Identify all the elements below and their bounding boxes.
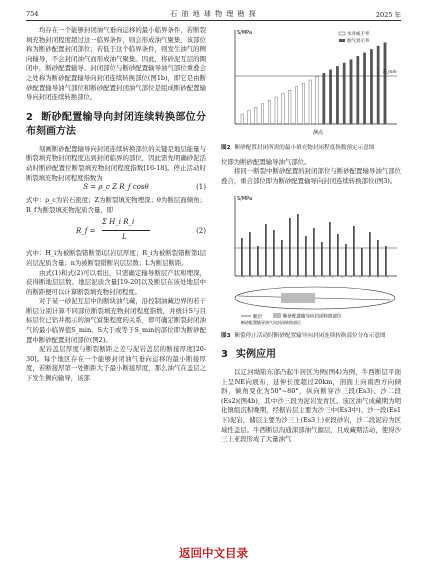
bar: [281, 240, 283, 276]
legend-oil-label: 油气显示井: [347, 39, 370, 44]
section-number: 3: [221, 348, 228, 360]
figure-2-chart: [221, 26, 401, 138]
paragraph: 式中：H_i为被断裂错断第i层岩层厚度；R_i为被断裂错断第i层岩层泥质含量；n为被断裂错断岩层层数；L为断层断距。: [26, 249, 206, 267]
bar: [255, 107, 257, 124]
figure-3-caption: [221, 332, 401, 340]
paragraph: 式中：ρ_c为岩石密度；Z为断裂填充物埋深；θ为断层面倾角；R_f为断裂填充物泥质含量，即: [26, 196, 206, 214]
bar: [275, 97, 277, 124]
bar: [363, 53, 365, 124]
bar: [248, 111, 250, 124]
section-title: 实例应用: [235, 348, 276, 360]
legend-fault-label: 断层: [253, 315, 262, 321]
bar: [370, 49, 372, 124]
legend-zone-label: 断砂配置输导向封闭转换部位: [283, 314, 342, 320]
legend-water-label: 水井或干井: [347, 32, 370, 37]
bar: [282, 94, 284, 124]
bar: [273, 230, 275, 276]
legend-zone-swatch: [273, 313, 281, 318]
equation-number: (2): [196, 227, 206, 236]
y-axis-label: S/MPa: [237, 196, 253, 203]
bar: [343, 63, 345, 124]
right-column: [221, 26, 401, 445]
left-column: [26, 26, 206, 384]
section-heading: [221, 348, 401, 362]
section-heading: [26, 111, 206, 139]
bar: [289, 218, 291, 276]
bar: [337, 234, 339, 276]
bar: [241, 238, 243, 276]
smin-label: S_min: [383, 70, 397, 75]
paragraph: 刻画断砂配置输导向封闭连续转换部位的关键是地层能量与断裂填充物封闭程度达到封闭临界的部位，因此需先明确砂泥活动时断砂配置位断裂填充物封闭程度指数[16-18]。停止活动时断裂填充物封闭程度指数为: [26, 144, 206, 182]
section-title: 断砂配置输导向封闭连续转换部位分布刻画方法: [26, 111, 206, 137]
bar: [357, 56, 359, 124]
issue-year: 2025 年: [375, 11, 401, 19]
paragraph: 位即为断砂配置输导油气部位。: [221, 157, 311, 166]
bar: [329, 70, 331, 124]
caption-label: 图3: [221, 332, 231, 339]
figure-2: [221, 26, 401, 152]
bar: [323, 73, 325, 124]
caption-text: 断砂配置封闭所需的最小填充物封闭程度指数预定示意图: [234, 144, 375, 151]
bar: [305, 236, 307, 276]
bar: [241, 114, 243, 124]
bar: [295, 87, 297, 124]
equation-lhs: R_f =: [76, 227, 96, 236]
fraction-bar: [102, 230, 150, 231]
bar: [377, 46, 379, 124]
figure-2-bars: [241, 43, 386, 124]
paragraph: 以辽河坳陷东部凸起牛居区为例(图4)为例，牛西断层平面上呈NE向展布，延伸长度超过20km，剖面上向南西方向倾斜，倾角变化为50°~80°，纵向断穿沙三段(Es3)、沙二段(Es2)(图4b)，其中沙三段为泥岩发育区。该区油气成藏期为明化镇组沉积晚期，经据岩层主要为沙三中(Es3中)、沙一段(Es1下)泥岩，储层主要为沙三上(Es3上)亚段砂岩，沙二段泥岩为区域性盖层。牛西断层沟通深部油气源层，且成藏期活动，使得沙三上亚段形成了大量油气: [221, 367, 401, 444]
bar: [249, 232, 251, 276]
legend-oil-swatch: [339, 39, 345, 42]
bar: [369, 232, 371, 276]
bar: [321, 242, 323, 276]
caption-label: 图2: [221, 144, 231, 151]
page-header: [26, 8, 401, 21]
back-to-toc-text[interactable]: 返回中文目录: [179, 546, 248, 560]
equation-number: (1): [196, 183, 206, 192]
equation-1: [26, 183, 206, 196]
paragraph: 将同一断裂中断砂配置的封闭部位与断砂配置输导油气部位叠合，重合部位即为断砂配置输导向封闭连续转换部位(图3)。: [221, 167, 401, 185]
bar: [350, 60, 352, 124]
paragraph: 对于某一砂泥互层中的断块油气藏，沿控制油藏边界的若干断层分别计算不同部位断裂填充物封闭程度指数，并统计S与目标层位已钻井揭示的油气富集程度的关系，即可确定断裂封闭油气的最小临界值S_min。S大于或等于S_min的部位即为断砂配置中断砂配置封闭部位(图2)。: [26, 297, 206, 344]
equation-2: [26, 215, 206, 249]
bar: [261, 104, 263, 124]
bar: [297, 214, 299, 276]
caption-text: 断裂停止活动时断砂配置输导向封闭连续转换部位分布示意图: [234, 332, 386, 339]
bar: [336, 66, 338, 124]
back-to-toc-link[interactable]: [0, 545, 427, 561]
legend-water-swatch: [339, 32, 345, 35]
bar: [353, 226, 355, 276]
zone-patch: [281, 293, 315, 303]
bar: [313, 228, 315, 276]
bar: [329, 222, 331, 276]
equation-numerator: Σ H_i R_i: [102, 218, 135, 227]
bar: [289, 90, 291, 124]
bar: [384, 43, 386, 124]
bar: [361, 248, 363, 276]
y-axis-label: S/MPa: [237, 30, 253, 36]
section-number: 2: [26, 111, 33, 123]
paragraph: 由式(1)和式(2)可以看出，只需确定输导断层产状和埋深，获得断地层层数、地层泥质含量[19-20]以及断层在该处地层中的断距便可以计算断裂填充物封闭程度。: [26, 268, 206, 296]
figure-3-chart: [221, 192, 401, 326]
figure-2-caption: [221, 144, 401, 152]
bar: [265, 224, 267, 276]
equation-body: S = ρ_c Z R_f cosθ: [83, 183, 149, 192]
page-number: 754: [26, 10, 39, 18]
legend-zone2-label: 断砂配置输导油气向封闭转换部位: [241, 320, 301, 326]
x-axis-label: 测点: [313, 130, 324, 136]
figure-3: [221, 192, 401, 340]
bar: [309, 80, 311, 124]
bar: [302, 83, 304, 124]
equation-denominator: L: [122, 233, 127, 242]
bar: [316, 77, 318, 124]
journal-title: 石 油 地 球 物 理 勘 探: [170, 10, 257, 18]
paragraph: 泥岩盖层厚度与断裂断距之差与泥岩盖层的断接厚度[20-30]。每个地区存在一个能够封闭油气垂向运移的最小断接厚度，若断接厚第一处断距大于最小断接厚度，那么油气在盖层之下发生侧向输导，该部: [26, 345, 206, 383]
bar: [257, 246, 259, 276]
figure-3-bars: [241, 214, 387, 276]
bar: [377, 240, 379, 276]
bar: [385, 246, 387, 276]
paragraph: 均存在一个能够封闭油气垂向运移的最小临界条件，若断裂填充物封闭程度超过这一临界条件，则会形成油气聚集，该部位称为断砂配置封闭部位；若低于这个临界条件，则发生油气的侧向输导，不会封闭油气而形成油气聚集。因此，将砂泥互层的圈闭中，断砂配置输导、封闭部位与断砂配置输导油气部位重叠会之处称为断砂配置输导向封闭连续转换部位(图1b)，即它是由断砂配置输导油气部位和断砂配置封闭油气部位是组成断砂配置输导向封闭连续转换部位。: [26, 26, 206, 102]
bar: [268, 100, 270, 124]
bar: [345, 244, 347, 276]
